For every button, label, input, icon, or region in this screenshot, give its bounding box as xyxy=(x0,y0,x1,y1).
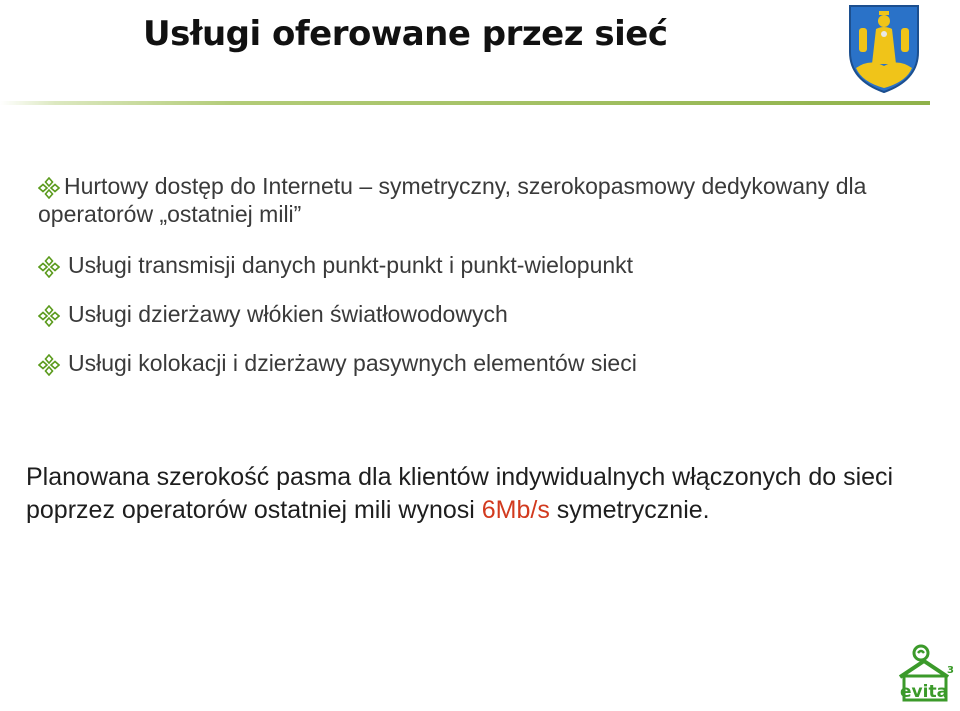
title-underline xyxy=(0,101,930,105)
bullet-list xyxy=(38,172,918,377)
diamond-bullet-icon xyxy=(38,256,60,278)
list-item xyxy=(38,172,918,228)
bandwidth-value: 6Mb/s xyxy=(481,496,550,524)
diamond-bullet-icon xyxy=(38,354,60,376)
note-text-end: symetrycznie. xyxy=(549,496,710,524)
bullet-text: Usługi transmisji danych punkt-punkt i punkt-wielopunkt xyxy=(68,252,634,278)
bullet-text: Hurtowy dostęp do Internetu – symetryczny, szerokopasmowy dedykowany dla operatorów „ostatniej mili” xyxy=(38,173,867,227)
evita-logo-superscript: 3 xyxy=(947,665,954,676)
bullet-text: Usługi kolokacji i dzierżawy pasywnych elementów sieci xyxy=(68,350,637,376)
evita-logo-icon xyxy=(894,643,956,709)
diamond-bullet-icon xyxy=(38,305,60,327)
coat-of-arms-icon xyxy=(846,2,922,94)
list-item xyxy=(38,251,918,279)
bullet-text: Usługi dzierżawy włókien światłowodowych xyxy=(68,301,508,327)
list-item xyxy=(38,349,918,377)
bandwidth-note xyxy=(26,461,936,527)
evita-logo-text: evita xyxy=(900,682,949,702)
list-item xyxy=(38,300,918,328)
note-text: Planowana szerokość pasma dla klientów indywidualnych włączonych do sieci poprzez operatorów ostatniej mili wynosi xyxy=(26,463,894,524)
slide-title: Usługi oferowane przez sieć xyxy=(143,14,668,54)
diamond-bullet-icon xyxy=(38,177,60,199)
